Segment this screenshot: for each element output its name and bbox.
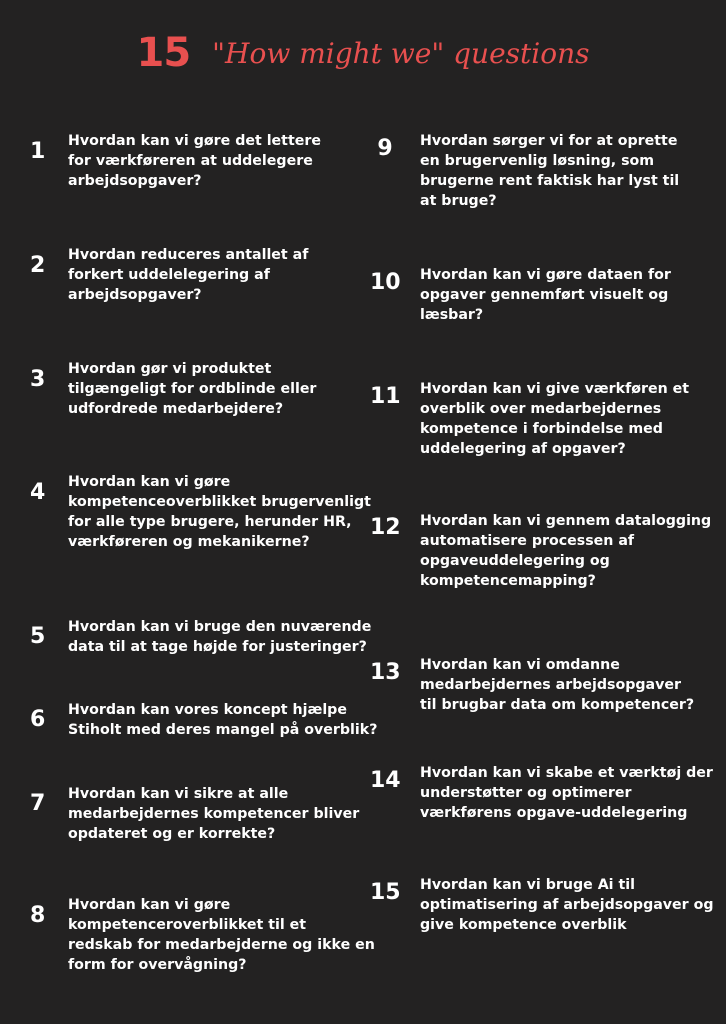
- question-line: Hvordan kan vi sikre at alle: [68, 786, 289, 802]
- question-line: optimatisering af arbejdsopgaver og: [420, 897, 714, 913]
- question-line: Hvordan reduceres antallet af: [68, 247, 309, 263]
- question-line: tilgængeligt for ordblinde eller: [68, 381, 317, 397]
- question-line: kompetence i forbindelse med: [420, 421, 663, 437]
- question-line: give kompetence overblik: [420, 917, 627, 933]
- question-line: kompetenceroverblikket til et: [68, 917, 307, 933]
- question-number: 3: [30, 367, 46, 392]
- question-line: værkførens opgave-uddelegering: [420, 805, 688, 821]
- question-line: værkføreren og mekanikerne?: [68, 534, 310, 550]
- question-line: uddelegering af opgaver?: [420, 441, 626, 457]
- question-line: Hvordan kan vi gøre: [68, 474, 231, 490]
- question-number: 12: [370, 515, 401, 540]
- question-line: redskab for medarbejderne og ikke en: [68, 937, 375, 953]
- question-number: 5: [30, 624, 46, 649]
- question-number: 11: [370, 384, 401, 409]
- question-number: 15: [370, 880, 401, 905]
- title-text: "How might we" questions: [212, 36, 590, 70]
- question-number: 7: [30, 791, 46, 816]
- question-number: 9: [377, 136, 393, 161]
- question-line: Hvordan kan vores koncept hjælpe: [68, 702, 347, 718]
- question-number: 1: [30, 139, 46, 164]
- question-line: understøtter og optimerer: [420, 785, 632, 801]
- question-line: overblik over medarbejdernes: [420, 401, 662, 417]
- page-title: [0, 30, 726, 76]
- question-line: Hvordan kan vi gøre dataen for: [420, 267, 671, 283]
- question-number: 6: [30, 707, 46, 732]
- question-line: medarbejdernes arbejdsopgaver: [420, 677, 681, 693]
- question-line: kompetenceoverblikket brugervenligt: [68, 494, 371, 510]
- question-line: til brugbar data om kompetencer?: [420, 697, 695, 713]
- question-line: for værkføreren at uddelegere: [68, 153, 313, 169]
- question-text: [420, 265, 671, 325]
- question-line: Hvordan sørger vi for at oprette: [420, 133, 678, 149]
- question-text: [420, 655, 694, 715]
- question-line: en brugervenlig løsning, som: [420, 153, 655, 169]
- question-line: opgaver gennemført visuelt og: [420, 287, 669, 303]
- question-text: [68, 784, 359, 844]
- question-line: Hvordan kan vi skabe et værktøj der: [420, 765, 713, 781]
- question-line: Hvordan kan vi omdanne: [420, 657, 620, 673]
- question-line: form for overvågning?: [68, 957, 247, 973]
- question-line: opdateret og er korrekte?: [68, 826, 276, 842]
- question-line: kompetencemapping?: [420, 573, 596, 589]
- question-line: læsbar?: [420, 307, 484, 323]
- question-line: automatisere processen af: [420, 533, 635, 549]
- question-text: [420, 131, 679, 211]
- question-line: Hvordan kan vi give værkføren et: [420, 381, 690, 397]
- question-line: brugerne rent faktisk har lyst til: [420, 173, 680, 189]
- question-text: [420, 875, 714, 935]
- question-text: [68, 245, 308, 305]
- question-line: arbejdsopgaver?: [68, 287, 202, 303]
- question-number: 4: [30, 480, 46, 505]
- question-text: [420, 379, 689, 459]
- question-line: at bruge?: [420, 193, 497, 209]
- question-number: 13: [370, 660, 401, 685]
- question-text: [420, 763, 713, 823]
- question-number: 8: [30, 903, 46, 928]
- question-number: 10: [370, 270, 401, 295]
- question-line: for alle type brugere, herunder HR,: [68, 514, 352, 530]
- question-text: [68, 359, 316, 419]
- question-text: [68, 617, 371, 657]
- question-text: [420, 511, 711, 591]
- question-line: Hvordan kan vi bruge Ai til: [420, 877, 635, 893]
- question-line: Stiholt med deres mangel på overblik?: [68, 722, 378, 738]
- question-text: [68, 131, 321, 191]
- question-line: udfordrede medarbejdere?: [68, 401, 284, 417]
- question-line: arbejdsopgaver?: [68, 173, 202, 189]
- question-text: [68, 700, 377, 740]
- question-number: 2: [30, 253, 46, 278]
- question-number: 14: [370, 768, 401, 793]
- question-text: [68, 472, 371, 552]
- question-line: Hvordan kan vi gøre: [68, 897, 231, 913]
- question-line: opgaveuddelegering og: [420, 553, 610, 569]
- question-line: Hvordan kan vi gøre det lettere: [68, 133, 321, 149]
- question-line: forkert uddelelegering af: [68, 267, 270, 283]
- question-line: medarbejdernes kompetencer bliver: [68, 806, 360, 822]
- question-line: Hvordan kan vi gennem datalogging: [420, 513, 712, 529]
- question-line: Hvordan gør vi produktet: [68, 361, 272, 377]
- question-line: Hvordan kan vi bruge den nuværende: [68, 619, 372, 635]
- title-number: 15: [136, 30, 191, 76]
- question-text: [68, 895, 375, 975]
- question-line: data til at tage højde for justeringer?: [68, 639, 367, 655]
